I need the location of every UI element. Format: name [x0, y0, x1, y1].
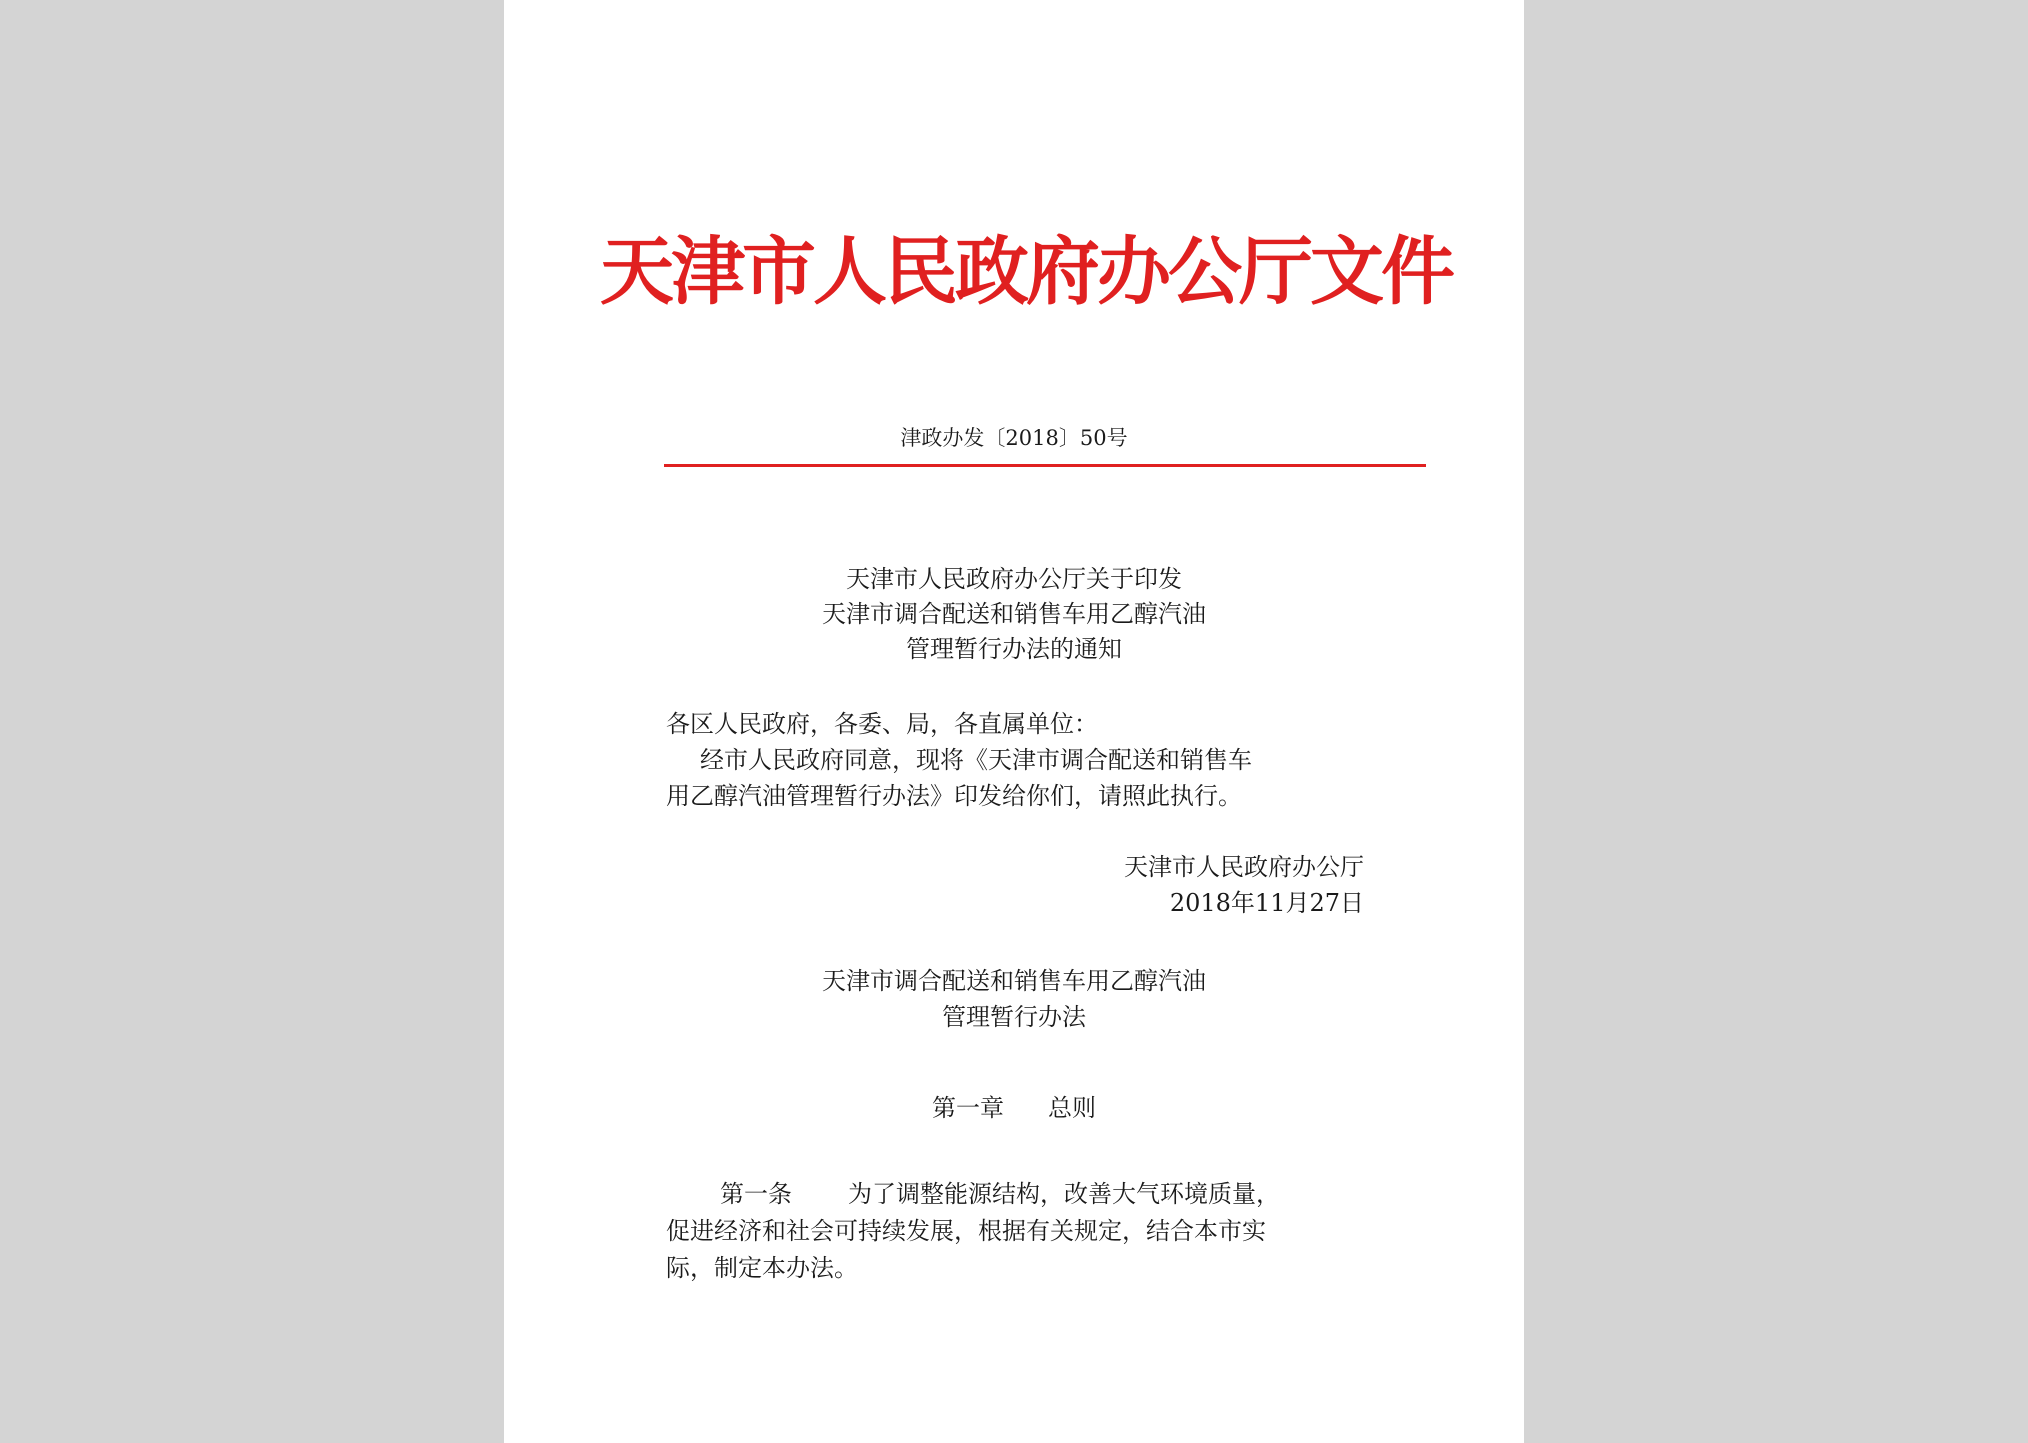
chapter-number: 第一章: [932, 1094, 1004, 1122]
article-line: 促进经济和社会可持续发展，根据有关规定，结合本市实: [666, 1217, 1266, 1245]
red-divider-line: [664, 464, 1426, 467]
measures-title-line: 天津市调合配送和销售车用乙醇汽油: [822, 967, 1206, 995]
article-label: 第一条: [720, 1180, 792, 1208]
notice-body-line: 经市人民政府同意，现将《天津市调合配送和销售车: [700, 746, 1252, 774]
notice-title: [504, 562, 1524, 667]
notice-body: [666, 742, 1366, 814]
chapter-name: 总则: [1048, 1094, 1096, 1122]
signature-block: [504, 849, 1364, 921]
document-header: 天津市人民政府办公厅文件: [600, 229, 1452, 315]
article-line: 际，制定本办法。: [666, 1254, 858, 1282]
measures-title-line: 管理暂行办法: [942, 1003, 1086, 1031]
issuer-name: 天津市人民政府办公厅: [1124, 853, 1364, 881]
article-1: [666, 1176, 1366, 1287]
notice-title-line: 管理暂行办法的通知: [906, 635, 1122, 663]
article-line: 为了调整能源结构，改善大气环境质量，: [848, 1180, 1280, 1208]
document-page: [504, 0, 1524, 1443]
notice-title-line: 天津市人民政府办公厅关于印发: [846, 565, 1182, 593]
notice-title-line: 天津市调合配送和销售车用乙醇汽油: [822, 600, 1206, 628]
notice-body-line: 用乙醇汽油管理暂行办法》印发给你们，请照此执行。: [666, 782, 1242, 810]
measures-title: [504, 963, 1524, 1035]
salutation: 各区人民政府，各委、局，各直属单位：: [666, 710, 1098, 738]
chapter-heading: [504, 1090, 1524, 1126]
document-number: 津政办发〔2018〕50号: [900, 426, 1128, 450]
article-first-line: [666, 1176, 1366, 1213]
issue-date: 2018年11月27日: [1169, 889, 1364, 917]
